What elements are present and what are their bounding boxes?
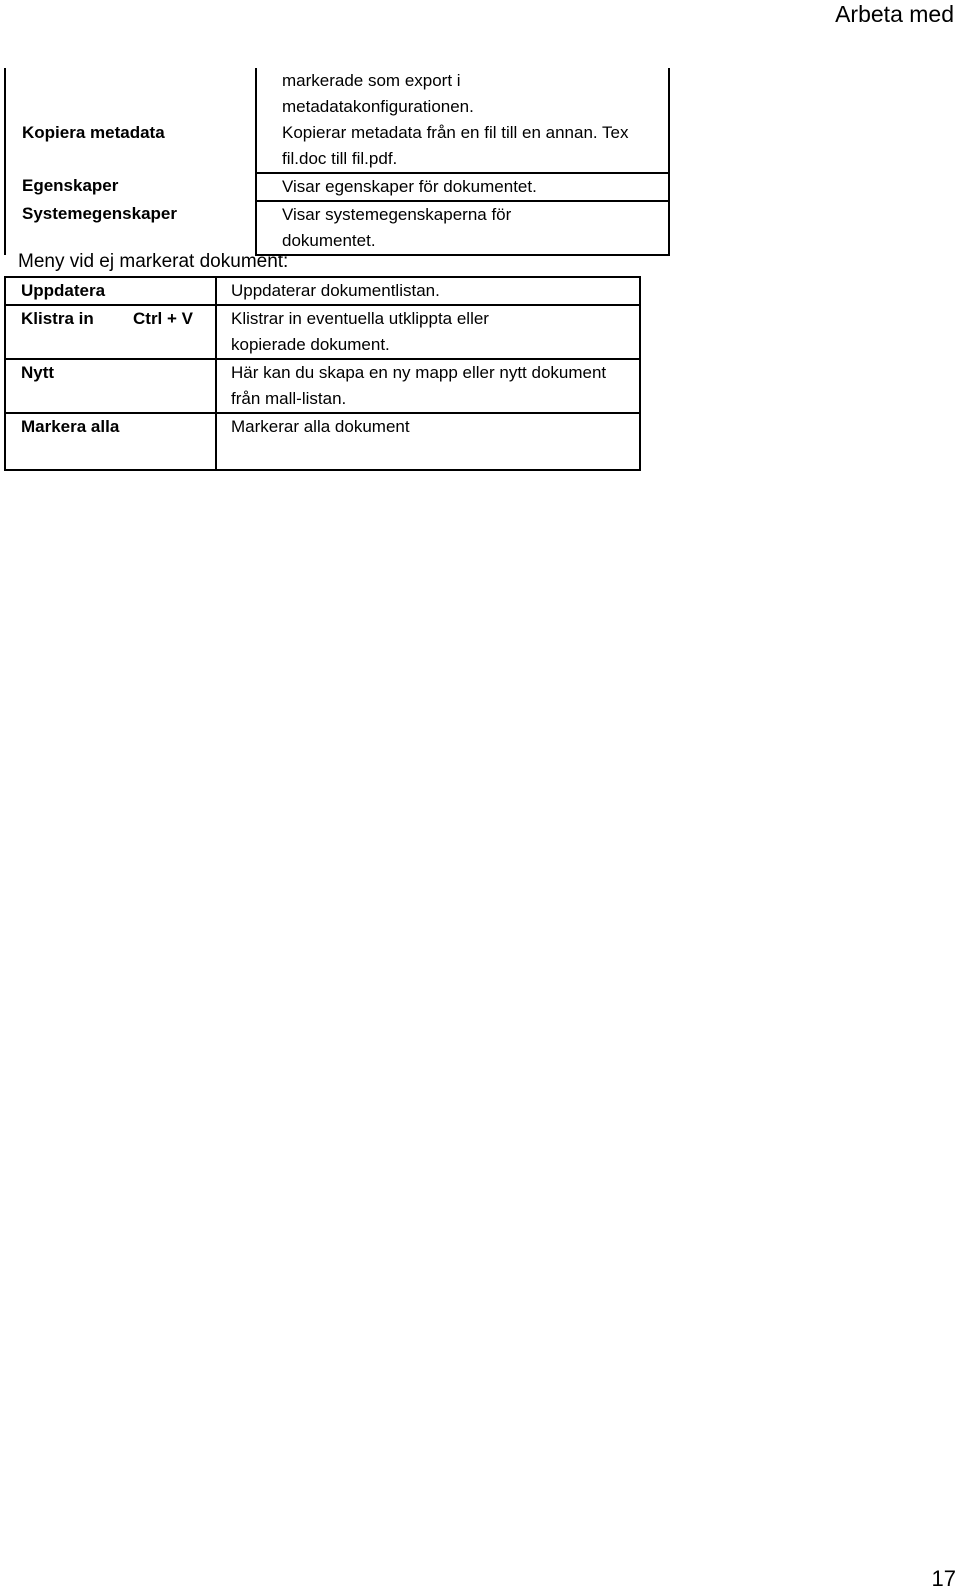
row-description: Kopierar metadata från en fil till en annan. Tex fil.doc till fil.pdf. bbox=[256, 120, 669, 173]
page-number: 17 bbox=[931, 1566, 956, 1591]
row-label: Kopiera metadata bbox=[5, 120, 256, 173]
menu-table bbox=[4, 276, 641, 471]
row-description: Klistrar in eventuella utklippta eller kopierade dokument. bbox=[216, 305, 640, 359]
table-row bbox=[5, 201, 669, 255]
row-description: Markerar alla dokument bbox=[216, 413, 640, 470]
row-shortcut: Ctrl + V bbox=[133, 309, 193, 328]
row-label: Egenskaper bbox=[5, 173, 256, 201]
row-description: Här kan du skapa en ny mapp eller nytt dokument från mall-listan. bbox=[216, 359, 640, 413]
row-label: Nytt bbox=[5, 359, 216, 413]
table-row bbox=[5, 173, 669, 201]
row-label: Markera alla bbox=[5, 413, 216, 470]
row-label-cell bbox=[5, 305, 216, 359]
table-row bbox=[5, 413, 640, 470]
row-description: markerade som export i metadatakonfigurationen. bbox=[256, 68, 669, 120]
continued-menu-table bbox=[4, 68, 670, 256]
row-label: Uppdatera bbox=[5, 277, 216, 305]
page-header-title: Arbeta med bbox=[835, 1, 954, 27]
row-label: Systemegenskaper bbox=[5, 201, 256, 255]
table-row bbox=[5, 305, 640, 359]
section-heading: Meny vid ej markerat dokument: bbox=[18, 251, 289, 272]
row-description: Visar egenskaper för dokumentet. bbox=[256, 173, 669, 201]
table-row bbox=[5, 277, 640, 305]
row-label bbox=[5, 68, 256, 120]
row-description: Uppdaterar dokumentlistan. bbox=[216, 277, 640, 305]
row-description: Visar systemegenskaperna för dokumentet. bbox=[256, 201, 669, 255]
table-row bbox=[5, 120, 669, 173]
table-row bbox=[5, 359, 640, 413]
row-label: Klistra in bbox=[21, 309, 94, 328]
table-row bbox=[5, 68, 669, 120]
